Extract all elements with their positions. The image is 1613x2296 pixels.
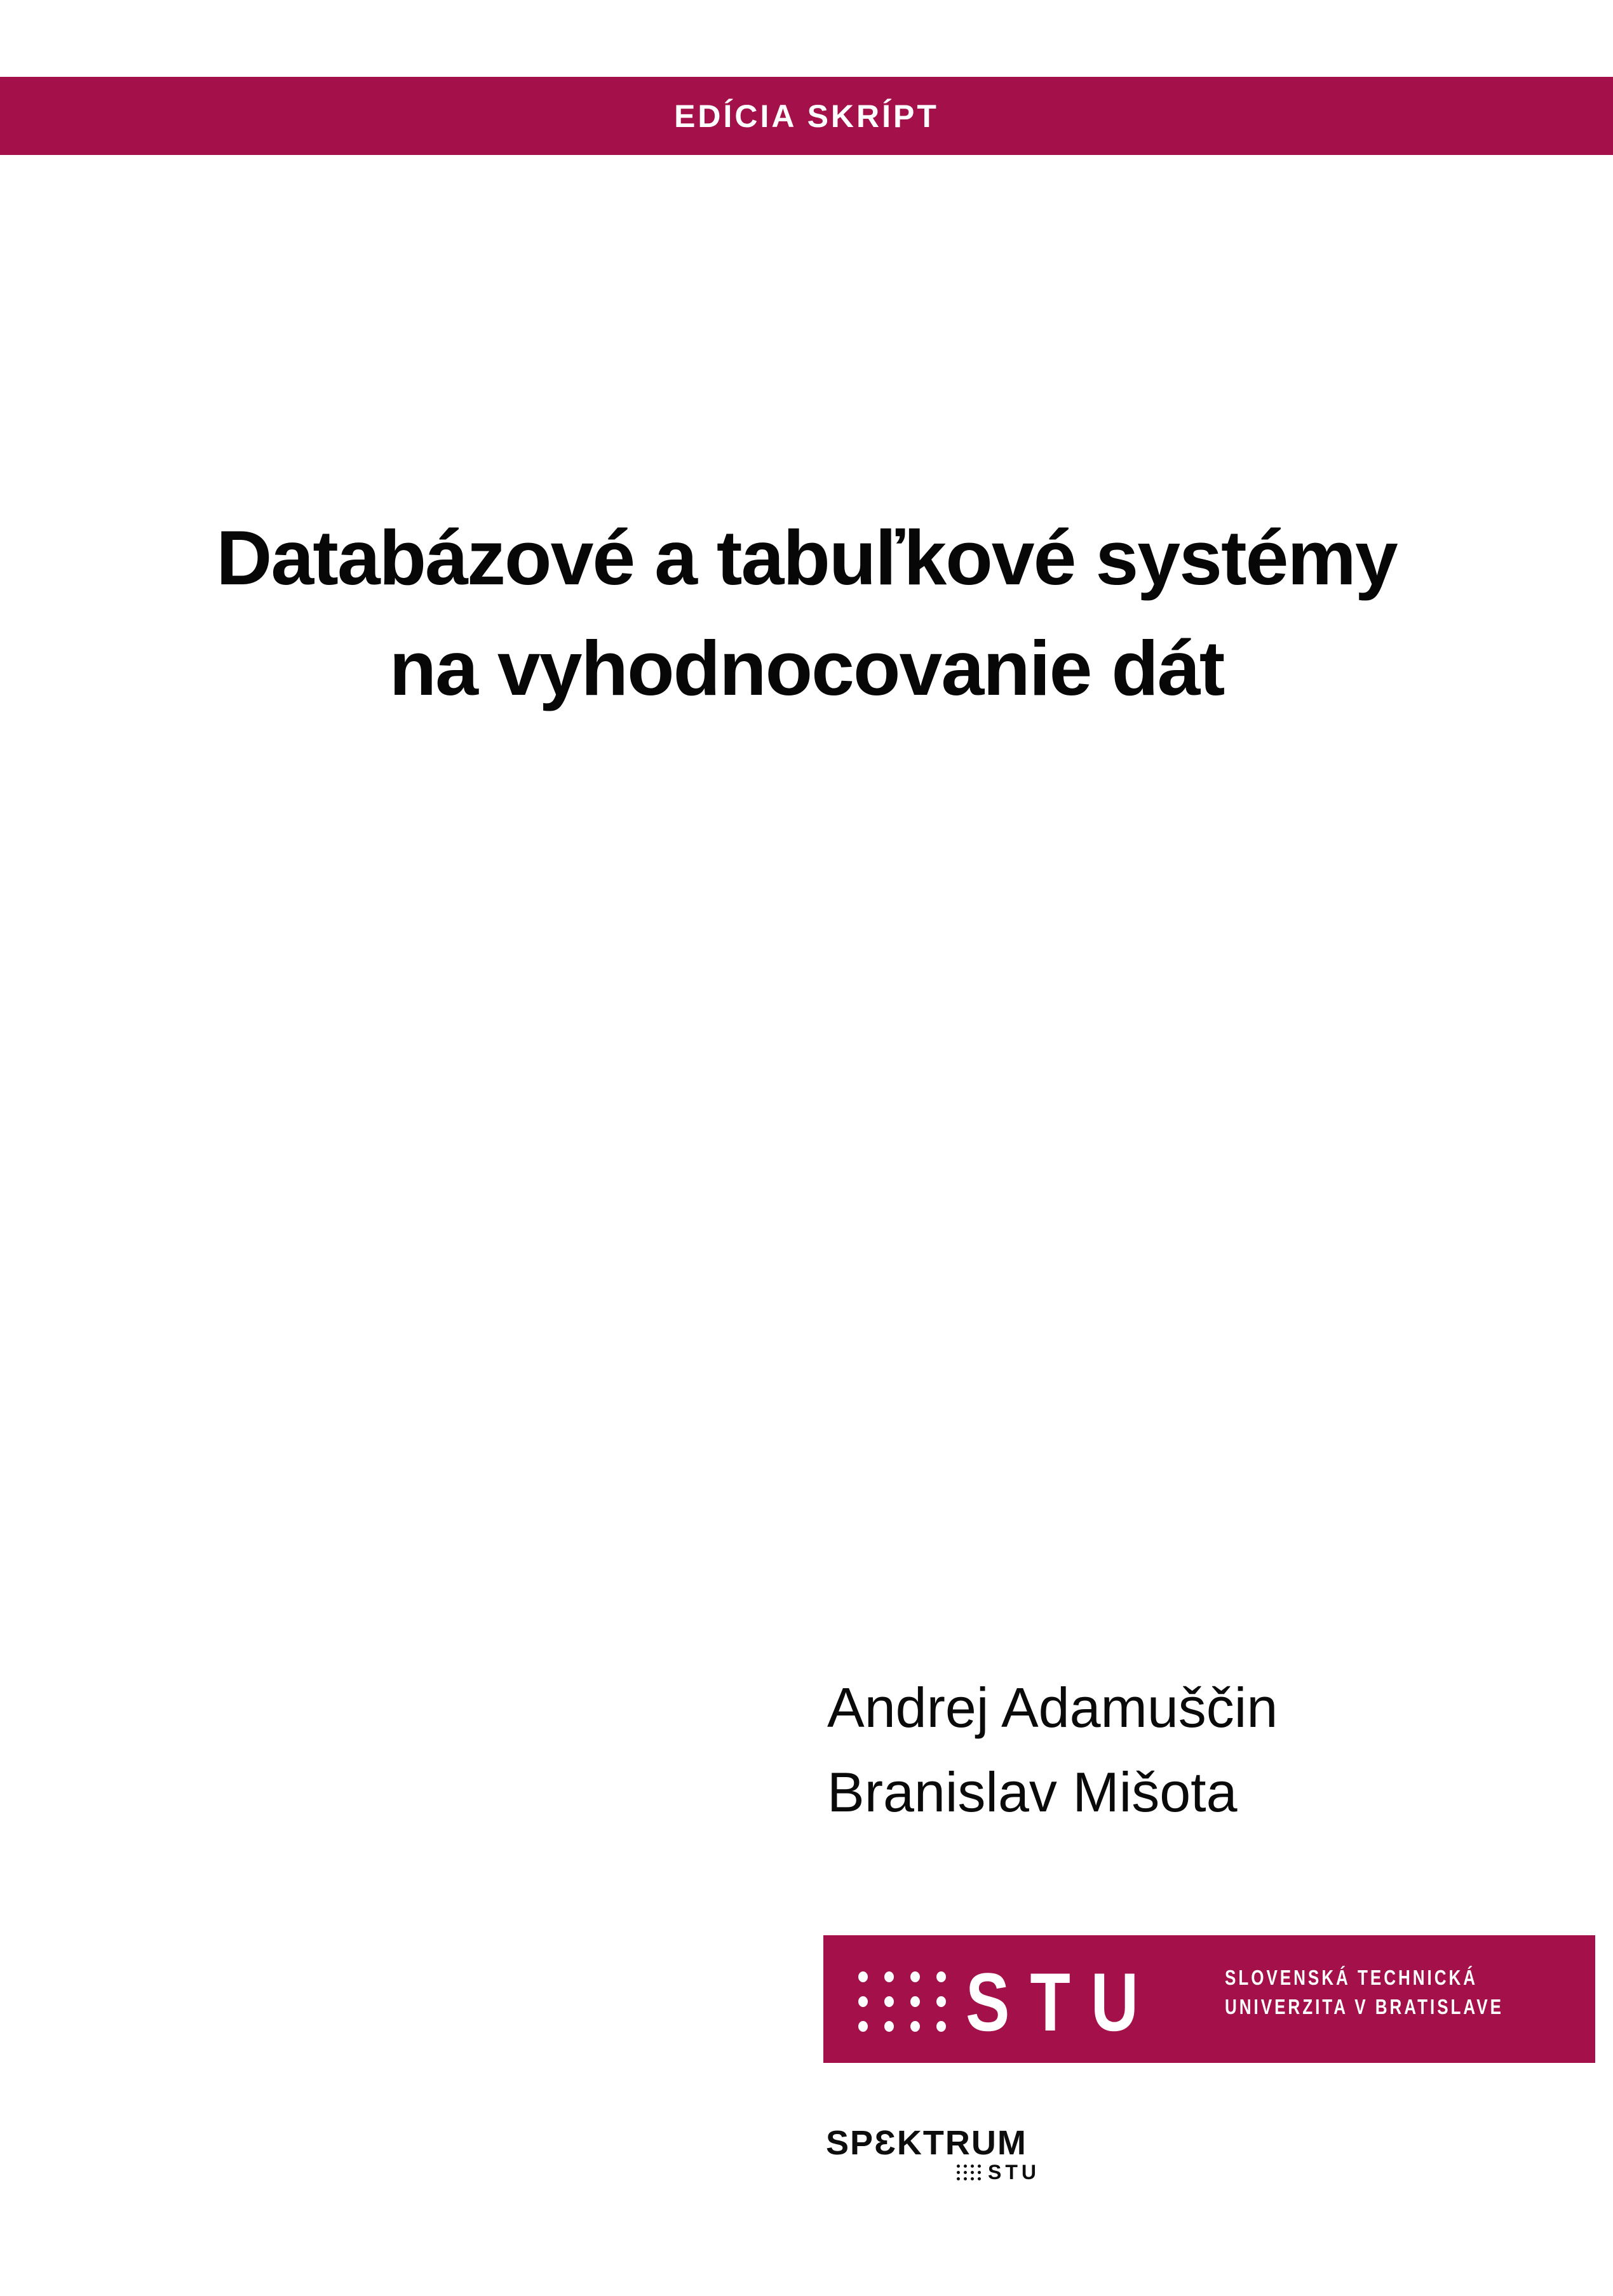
dot <box>936 2021 946 2032</box>
dot <box>936 1996 946 2007</box>
dot <box>858 2021 868 2032</box>
dot <box>964 2165 967 2168</box>
dot <box>978 2171 981 2174</box>
dot <box>910 1996 920 2007</box>
dot <box>858 1971 868 1982</box>
stu-fullname-line2: UNIVERZITA V BRATISLAVE <box>1225 1995 1504 2018</box>
dot <box>978 2177 981 2180</box>
dot <box>957 2171 960 2174</box>
dot <box>910 1971 920 1982</box>
dot <box>971 2165 974 2168</box>
author-name-1: Andrej Adamuščin <box>827 1676 1278 1739</box>
dot <box>978 2165 981 2168</box>
dot <box>964 2171 967 2174</box>
publisher-sub-label: STU <box>988 2161 1040 2184</box>
dot <box>971 2177 974 2180</box>
dot <box>884 2021 894 2032</box>
dot <box>971 2171 974 2174</box>
authors-block <box>827 1665 1278 1834</box>
series-banner-label: EDÍCIA SKRÍPT <box>674 98 939 134</box>
spektrum-dot-matrix-icon <box>955 2163 983 2182</box>
university-logo <box>823 1935 1595 2063</box>
author-name-2: Branislav Mišota <box>827 1761 1238 1823</box>
stu-fullname-line1: SLOVENSKÁ TECHNICKÁ <box>1225 1966 1478 1989</box>
dot <box>910 2021 920 2032</box>
dot <box>957 2177 960 2180</box>
stu-acronym: STU <box>966 1956 1159 2048</box>
dot <box>964 2177 967 2180</box>
series-banner <box>0 77 1613 155</box>
dot <box>858 1996 868 2007</box>
dot <box>957 2165 960 2168</box>
publisher-subline <box>955 2161 1040 2184</box>
dot <box>884 1971 894 1982</box>
stu-dot-matrix-icon <box>850 1964 954 2039</box>
stu-fullname <box>1225 1963 1504 2022</box>
book-title <box>0 502 1613 723</box>
publisher-wordmark: SPƐKTRUM <box>826 2124 1027 2162</box>
publisher-logo <box>826 2123 1040 2184</box>
book-title-line1: Databázové a tabuľkové systémy <box>216 514 1397 601</box>
book-title-line2: na vyhodnocovanie dát <box>389 625 1224 711</box>
dot <box>884 1996 894 2007</box>
dot <box>936 1971 946 1982</box>
